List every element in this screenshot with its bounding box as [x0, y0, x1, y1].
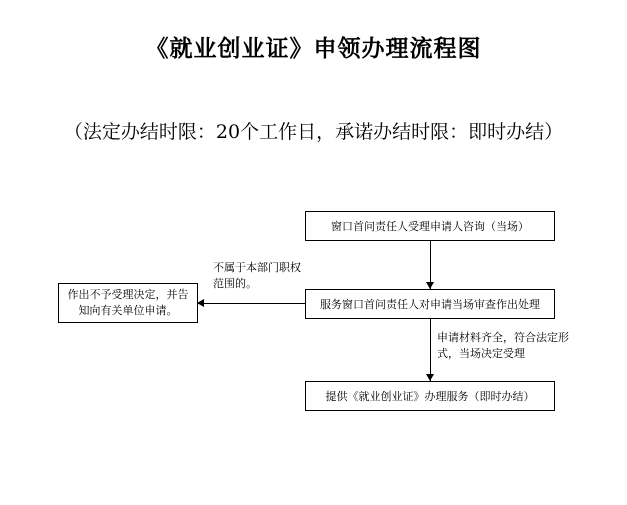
arrow-down-icon: [426, 374, 434, 381]
connector-review-to-service: [430, 319, 431, 381]
edge-label-materials-complete: 申请材料齐全，符合法定形式，当场决定受理: [437, 331, 569, 360]
flow-node-service: 提供《就业创业证》办理服务（即时办结）: [305, 381, 555, 411]
flow-node-review: 服务窗口首问责任人对申请当场审查作出处理: [305, 289, 555, 319]
arrow-left-icon: [197, 299, 204, 307]
arrow-down-icon: [426, 282, 434, 289]
page-title: 《就业创业证》申领办理流程图: [145, 35, 482, 62]
page-subtitle: （法定办结时限：20个工作日，承诺办结时限：即时办结）: [63, 121, 564, 143]
flow-node-reject: 作出不予受理决定，并告知向有关单位申请。: [58, 283, 198, 323]
flow-node-inquiry: 窗口首问责任人受理申请人咨询（当场）: [305, 211, 555, 241]
edge-label-not-in-department: 不属于本部门职权范围的。: [213, 261, 301, 290]
connector-review-to-reject: [198, 303, 305, 304]
